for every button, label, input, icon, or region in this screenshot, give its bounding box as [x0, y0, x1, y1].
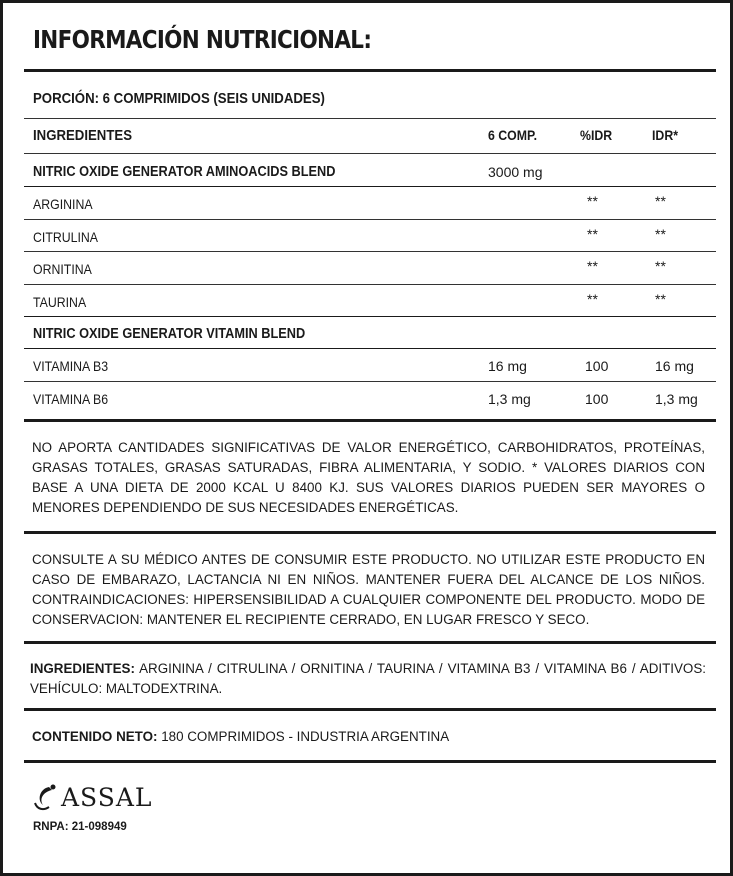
row-divider — [24, 186, 716, 187]
row-pidr: ** — [587, 258, 598, 275]
row-idr: ** — [655, 258, 666, 275]
row-idr: ** — [655, 290, 666, 307]
divider — [24, 153, 716, 154]
row-name: NITRIC OXIDE GENERATOR VITAMIN BLEND — [33, 326, 306, 342]
net-text: 180 COMPRIMIDOS - INDUSTRIA ARGENTINA — [157, 729, 450, 744]
ingredients-text: ARGININA / CITRULINA / ORNITINA / TAURINA / VITAMINA B3 / VITAMINA B6 / ADITIVOS: VEHÍCULO: MALTODEXTRINA. — [30, 661, 706, 696]
row-divider — [24, 251, 716, 252]
row-6comp: 16 mg — [488, 358, 527, 375]
row-pidr: 100 — [585, 390, 609, 407]
row-name: NITRIC OXIDE GENERATOR AMINOACIDS BLEND — [33, 164, 336, 180]
row-divider — [24, 219, 716, 220]
row-6comp: 1,3 mg — [488, 390, 531, 407]
divider — [24, 641, 716, 644]
header-ingredients: INGREDIENTES — [33, 127, 133, 144]
row-name: ORNITINA — [33, 261, 92, 278]
row-name: VITAMINA B6 — [33, 390, 109, 407]
values-note: NO APORTA CANTIDADES SIGNIFICATIVAS DE VALOR ENERGÉTICO, CARBOHIDRATOS, PROTEÍNAS, GRASAS TOTALES, GRASAS SATURADAS, FIBRA ALIMENTARIA, Y SODIO. * VALORES DIARIOS CON BASE A UNA DIETA DE 2000 KCAL U 8400 KJ. SUS VALORES DIARIOS PUEDEN SER MAYORES O MENORES DEPENDIENDO DE SUS NECESIDADES ENERGÉTICAS. — [32, 440, 705, 515]
ingredients-label: INGREDIENTES: — [30, 661, 135, 676]
row-idr: 1,3 mg — [655, 390, 698, 407]
row-divider — [24, 381, 716, 382]
divider — [24, 708, 716, 711]
page-title: INFORMACIÓN NUTRICIONAL: — [33, 25, 372, 54]
net-label: CONTENIDO NETO: — [32, 729, 158, 744]
net-content — [32, 727, 705, 747]
ingredients-list — [30, 659, 706, 699]
row-divider — [24, 316, 716, 317]
logo-text: ASSAL — [61, 783, 153, 812]
row-pidr: ** — [587, 193, 598, 210]
warnings-note: CONSULTE A SU MÉDICO ANTES DE CONSUMIR ESTE PRODUCTO. NO UTILIZAR ESTE PRODUCTO EN CASO DE EMBARAZO, LACTANCIA NI EN NIÑOS. MANTENER FUERA DEL ALCANCE DE LOS NIÑOS. CONTRAINDICACIONES: HIPERSENSIBILIDAD A CUALQUIER COMPONENTE DEL PRODUCTO. MODO DE CONSERVACION: MANTENER EL RECIPIENTE CERRADO, EN LUGAR FRESCO Y SECO. — [32, 552, 705, 627]
row-divider — [24, 348, 716, 349]
row-name: VITAMINA B3 — [33, 358, 109, 375]
row-name: ARGININA — [33, 196, 93, 213]
row-pidr: ** — [587, 225, 598, 242]
row-pidr: ** — [587, 290, 598, 307]
row-idr: ** — [655, 225, 666, 242]
row-name: TAURINA — [33, 293, 87, 310]
divider — [24, 531, 716, 534]
portion-label: PORCIÓN: 6 COMPRIMIDOS (SEIS UNIDADES) — [33, 90, 325, 107]
row-name: CITRULINA — [33, 228, 99, 245]
row-idr: 16 mg — [655, 358, 694, 375]
row-pidr: 100 — [585, 358, 609, 375]
header-pidr: %IDR — [580, 127, 613, 143]
assal-logo — [33, 783, 153, 813]
divider — [24, 118, 716, 119]
row-idr: ** — [655, 193, 666, 210]
row-6comp: 3000 mg — [488, 164, 543, 180]
divider — [24, 760, 716, 763]
assal-logo-icon — [33, 783, 61, 813]
header-idr: IDR* — [652, 127, 679, 143]
divider — [24, 419, 716, 422]
rnpa-code: RNPA: 21-098949 — [33, 821, 127, 833]
header-6comp: 6 COMP. — [488, 127, 538, 143]
divider — [24, 69, 716, 72]
row-divider — [24, 284, 716, 285]
